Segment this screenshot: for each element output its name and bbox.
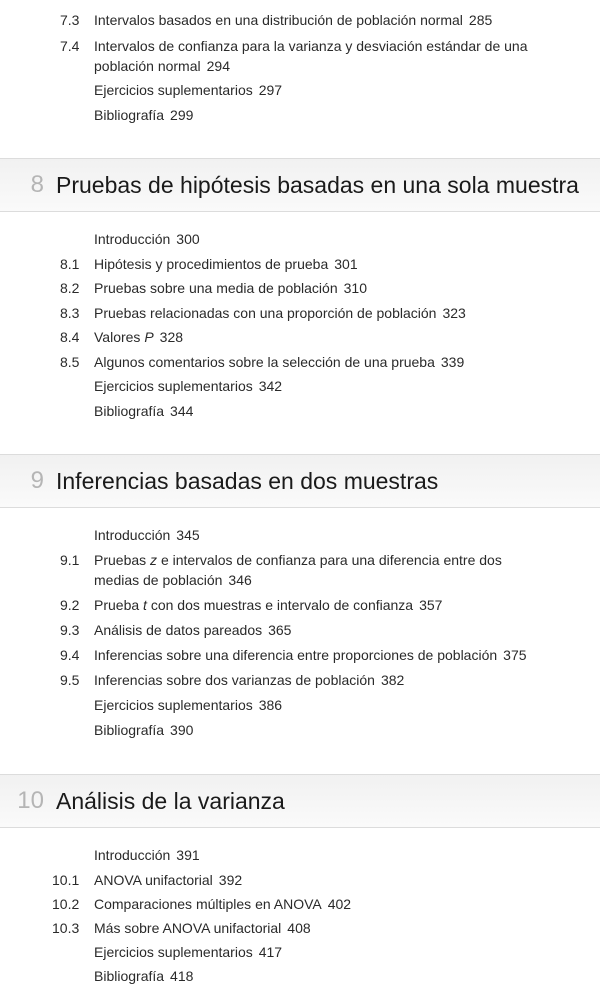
page-number: 386 <box>258 697 283 713</box>
section-title: Inferencias sobre dos varianzas de población <box>94 672 375 688</box>
italic-symbol: P <box>144 329 154 345</box>
italic-symbol: z <box>150 552 158 568</box>
section-title: Valores <box>94 329 141 345</box>
page-number: 301 <box>334 256 358 272</box>
section-title-pre: Prueba <box>94 597 140 613</box>
section-title: Comparaciones múltiples en ANOVA <box>94 896 322 912</box>
section-number: 10.2 <box>52 896 80 912</box>
section-title: con dos muestras e intervalo de confianza <box>150 597 414 613</box>
chapter-header-9 <box>0 454 600 508</box>
section-title: Hipótesis y procedimientos de prueba <box>94 256 329 272</box>
page-number: 297 <box>258 82 283 98</box>
section-title: Ejercicios suplementarios <box>94 944 253 960</box>
section-title: Bibliografía <box>94 107 165 123</box>
page-number: 357 <box>419 597 443 613</box>
page-number: 342 <box>258 378 283 394</box>
section-number: 10.1 <box>52 872 80 888</box>
section-title: Intervalos de confianza para la varianza y desviación estándar de una <box>94 38 528 54</box>
section-number: 8.1 <box>60 256 80 272</box>
page-number: 285 <box>468 12 493 28</box>
chapter-title: Inferencias basadas en dos muestras <box>56 468 439 494</box>
section-title: Intervalos basados en una distribución de población normal <box>94 12 463 28</box>
section-title: Algunos comentarios sobre la selección de una prueba <box>94 354 435 370</box>
section-title: Introducción <box>94 527 171 543</box>
page-number: 382 <box>380 672 405 688</box>
chapter-title: Pruebas de hipótesis basadas en una sola muestra <box>56 172 579 198</box>
section-number: 8.5 <box>60 354 80 370</box>
section-title: Ejercicios suplementarios <box>94 697 253 713</box>
section-title: Más sobre ANOVA unifactorial <box>94 920 282 936</box>
section-title: Introducción <box>94 231 171 247</box>
section-number: 7.3 <box>60 12 80 28</box>
chapter-number: 10 <box>17 787 44 814</box>
section-title: Pruebas relacionadas con una proporción de población <box>94 305 437 321</box>
chapter-header-10 <box>0 774 600 828</box>
italic-symbol: t <box>143 597 147 613</box>
section-title-cont: medias de población <box>94 572 223 588</box>
section-title-pre: Pruebas <box>94 552 147 568</box>
chapter-number: 8 <box>30 171 44 198</box>
section-number: 8.2 <box>60 280 80 296</box>
section-title: Pruebas sobre una media de población <box>94 280 338 296</box>
page-number: 339 <box>440 354 465 370</box>
chapter-header-8 <box>0 158 600 212</box>
section-number: 10.3 <box>52 920 80 936</box>
section-title: Introducción <box>94 847 171 863</box>
page-number: 365 <box>268 622 292 638</box>
section-number: 9.1 <box>60 552 80 568</box>
page-number: 345 <box>176 527 200 543</box>
section-title-cont: población normal <box>94 58 201 74</box>
section-title: Bibliografía <box>94 968 165 984</box>
page-number: 346 <box>228 572 252 588</box>
section-title: Ejercicios suplementarios <box>94 378 253 394</box>
section-title: Inferencias sobre una diferencia entre proporciones de población <box>94 647 498 663</box>
page-number: 299 <box>170 107 194 123</box>
page-number: 310 <box>343 280 367 296</box>
section-number: 8.4 <box>60 329 80 345</box>
chapter-title: Análisis de la varianza <box>56 788 285 814</box>
page-number: 328 <box>159 329 184 345</box>
page-number: 300 <box>176 231 200 247</box>
section-number: 7.4 <box>60 38 80 54</box>
page-number: 408 <box>287 920 311 936</box>
section-title: Bibliografía <box>94 403 165 419</box>
page-number: 392 <box>218 872 243 888</box>
section-number: 9.2 <box>60 597 80 613</box>
page-number: 390 <box>170 722 194 738</box>
page-number: 375 <box>503 647 527 663</box>
page-number: 344 <box>170 403 194 419</box>
page-number: 418 <box>170 968 194 984</box>
page-number: 294 <box>206 58 230 74</box>
section-number: 9.5 <box>60 672 80 688</box>
section-number: 8.3 <box>60 305 80 321</box>
page-number: 417 <box>258 944 283 960</box>
page-number: 391 <box>176 847 200 863</box>
section-title: Análisis de datos pareados <box>94 622 263 638</box>
chapter-number: 9 <box>30 467 44 494</box>
page-number: 323 <box>442 305 466 321</box>
page-number: 402 <box>327 896 352 912</box>
section-title: ANOVA unifactorial <box>94 872 213 888</box>
section-title: Ejercicios suplementarios <box>94 82 253 98</box>
section-title: e intervalos de confianza para una diferencia entre dos <box>160 552 502 568</box>
section-number: 9.4 <box>60 647 80 663</box>
section-title: Bibliografía <box>94 722 165 738</box>
section-number: 9.3 <box>60 622 80 638</box>
